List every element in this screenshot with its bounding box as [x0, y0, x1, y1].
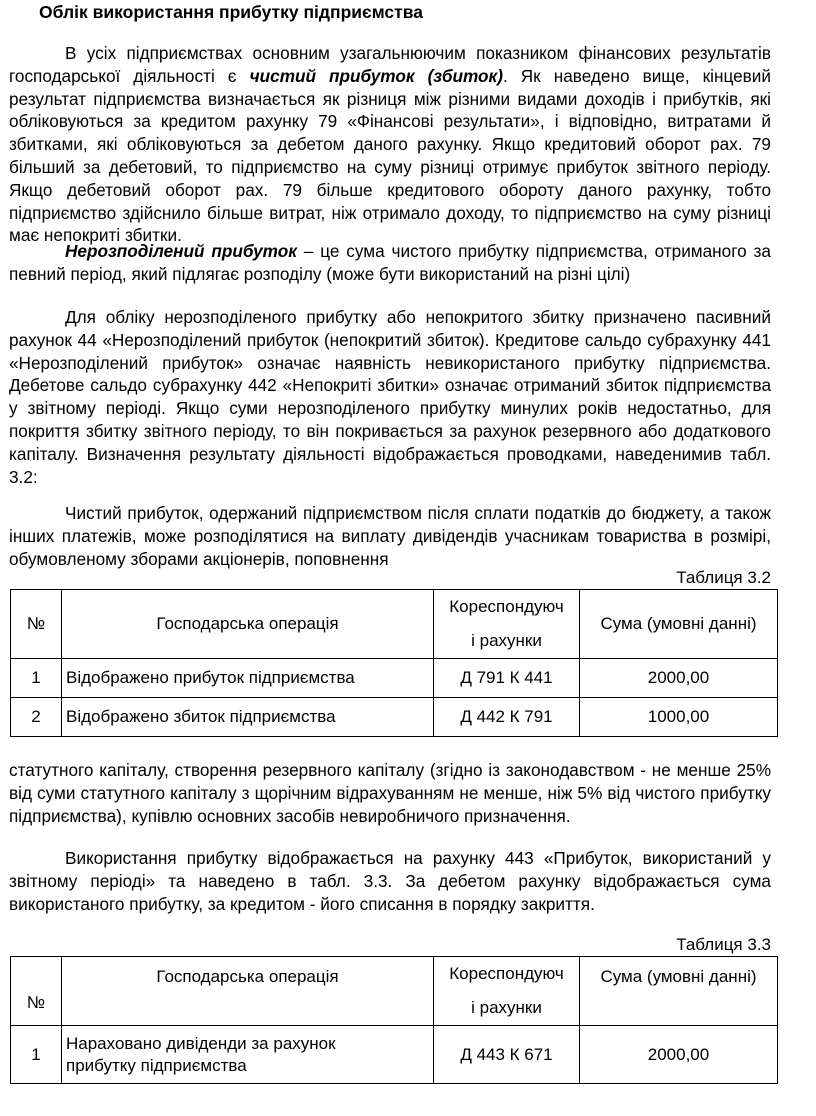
cell-corr: Д 442 К 791 [434, 698, 580, 737]
paragraph-retained-earnings [9, 240, 771, 286]
emphasis-retained-earnings: Нерозподілений прибуток [65, 241, 297, 261]
paragraph-text: . Як наведено вище, кінцевий результат підприємства визначається як різниця між різними видами доходів і прибутків, які обліковуються за кредитом рахунку 79 «Фінансові результати», і відповідно, витратами й збитками, які обліковуються за дебетом даного рахунку. Якщо кредитовий оборот рах. 79 більший за дебетовий, то підприємство на суму різниці отримує прибуток звітного періоду. Якщо дебетовий оборот рах. 79 більше кредитового обороту даного рахунку, тобто підприємство здійснило більше витрат, ніж отримало доходу, то підприємство на суму різниці має непокриті збитки. [9, 65, 771, 246]
paragraph-text: – це сума чистого прибутку підприємства, отриманого за певний період, який підлягає розподілу (може бути використаний на різні цілі) [9, 241, 771, 284]
paragraph-account-44 [9, 306, 771, 488]
cell-number: 1 [11, 659, 62, 698]
header-sum: Сума (умовні данні) [580, 957, 778, 1026]
header-corr-line-2: і рахунки [471, 631, 542, 650]
table-3-3 [10, 956, 778, 1084]
header-number: № [11, 590, 62, 659]
cell-number: 2 [11, 698, 62, 737]
table-3-2 [10, 589, 778, 737]
table-row [11, 698, 778, 737]
cell-corr: Д 443 К 671 [434, 1026, 580, 1084]
cell-sum: 1000,00 [580, 698, 778, 737]
paragraph-capital [9, 759, 771, 827]
cell-operation-line-1: Нараховано дивіденди за рахунок [66, 1033, 336, 1053]
cell-number: 1 [11, 1026, 62, 1084]
table-3-2-caption: Таблиця 3.2 [676, 568, 771, 587]
header-operation: Господарська операція [62, 590, 434, 659]
paragraph-net-profit [9, 42, 771, 247]
emphasis-net-profit: чистий прибуток (збиток) [249, 65, 503, 86]
cell-operation: Відображено збиток підприємства [62, 698, 434, 737]
cell-sum: 2000,00 [580, 659, 778, 698]
cell-corr: Д 791 К 441 [434, 659, 580, 698]
paragraph-text: В усіх підприємствах основним узагальнюючим показником фінансових результатів господарської діяльності є [9, 43, 771, 86]
header-sum: Сума (умовні данні) [580, 590, 778, 659]
paragraph-text: Чистий прибуток, одержаний підприємством після сплати податків до бюджету, а також інших платежів, може розподілятися на виплату дивідендів учасникам товариства в розмірі, обумовленому зборами акціонерів, поповнення [9, 503, 771, 569]
table-3-3-caption: Таблиця 3.3 [676, 935, 771, 954]
header-corr-line-2: і рахунки [471, 998, 542, 1017]
table-header-row [11, 957, 778, 1026]
table-row [11, 659, 778, 698]
cell-operation [62, 1026, 434, 1084]
paragraph-text: статутного капіталу, створення резервного капіталу (згідно із законодавством - не менше 25% від суми статутного капіталу з щорічним відрахуванням не менше, ніж 5% від чистого прибутку підприємства), купівлю основних засобів невиробничого призначення. [9, 760, 771, 826]
cell-operation: Відображено прибуток підприємства [62, 659, 434, 698]
paragraph-account-443 [9, 847, 771, 915]
document-title: Облік використання прибутку підприємства [39, 2, 423, 22]
table-header-row [11, 590, 778, 659]
cell-operation-line-2: прибутку підприємства [66, 1055, 247, 1075]
header-corr-line-1: Кореспондуюч [449, 597, 564, 616]
header-number: № [11, 957, 62, 1026]
cell-sum: 2000,00 [580, 1026, 778, 1084]
paragraph-distribution [9, 502, 771, 570]
header-corresponding-accounts [434, 590, 580, 659]
paragraph-text: Використання прибутку відображається на рахунку 443 «Прибуток, використаний у звітному періоді» та наведено в табл. 3.3. За дебетом рахунку відображається сума використаного прибутку, за кредитом - його списання в порядку закриття. [9, 848, 771, 914]
header-corr-line-1: Кореспондуюч [449, 964, 564, 983]
header-corresponding-accounts [434, 957, 580, 1026]
header-operation: Господарська операція [62, 957, 434, 1026]
table-row [11, 1026, 778, 1084]
paragraph-text: Для обліку нерозподіленого прибутку або непокритого збитку призначено пасивний рахунок 44 «Нерозподілений прибуток (непокритий збиток). Кредитове сальдо субрахунку 441 «Нерозподілений прибуток» означає наявність невикористаного прибутку підприємства. Дебетове сальдо субрахунку 442 «Непокриті збитки» означає отриманий збиток підприємства у звітному періоді. Якщо суми нерозподіленого прибутку минулих років недостатньо, для покриття збитку звітного періоду, то він покривається за рахунок резервного або додаткового капіталу. Визначення результату діяльності відображається проводками, наведенимив табл. 3.2: [9, 307, 771, 487]
